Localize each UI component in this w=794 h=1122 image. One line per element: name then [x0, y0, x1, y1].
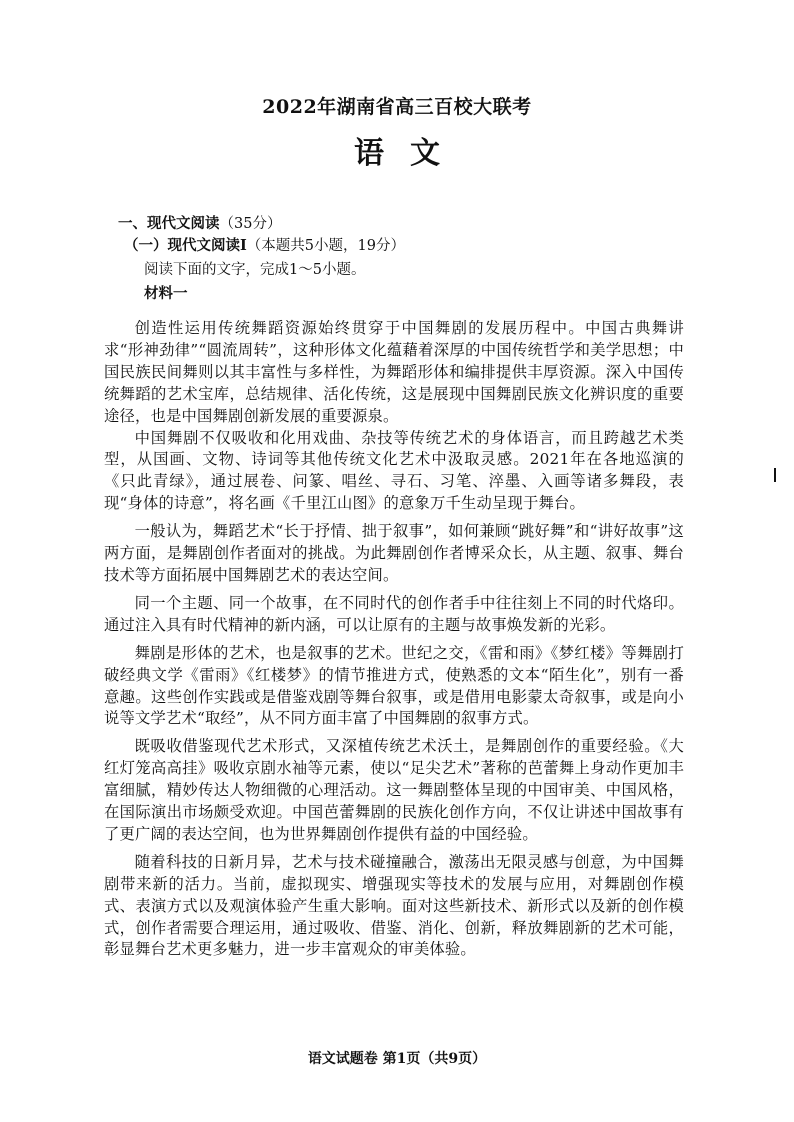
paragraph: 既吸收借鉴现代艺术形式，又深植传统艺术沃土，是舞剧创作的重要经验。《大红灯笼高高挂》吸收京剧水袖等元素，使以“足尖艺术”著称的芭蕾舞上身动作更加丰富细腻，精妙传达人物细微的心理活动。这一舞剧整体呈现的中国审美、中国风格，在国际演出市场颇受欢迎。中国芭蕾舞剧的民族化创作方向，不仅让讲述中国故事有了更广阔的表达空间，也为世界舞剧创作提供有益的中国经验。: [104, 737, 684, 843]
paragraph: 一般认为，舞蹈艺术“长于抒情、拙于叙事”，如何兼顾“跳好舞”和“讲好故事”这两方面，是舞剧创作者面对的挑战。为此舞剧创作者博采众长，从主题、叙事、舞台技术等方面拓展中国舞剧艺术的表达空间。: [104, 522, 684, 584]
section-label: 一、现代文阅读: [118, 215, 220, 232]
section-score: （35分）: [219, 216, 282, 232]
paragraph: 中国舞剧不仅吸收和化用戏曲、杂技等传统艺术的身体语言，而且跨越艺术类型，从国画、文物、诗词等其他传统文化艺术中汲取灵感。2021年在各地巡演的《只此青绿》，通过展卷、问篆、唱丝、寻石、习笔、淬墨、入画等诸多舞段，表现“身体的诗意”，将名画《千里江山图》的意象万千生动呈现于舞台。: [104, 428, 684, 513]
section-heading: [118, 214, 281, 234]
paragraph: 舞剧是形体的艺术，也是叙事的艺术。世纪之交，《雷和雨》《梦红楼》等舞剧打破经典文学《雷雨》《红楼梦》的情节推进方式，使熟悉的文本“陌生化”，别有一番意趣。这些创作实践或是借鉴戏剧等舞台叙事，或是借用电影蒙太奇叙事，或是向小说等文学艺术“取经”，从不同方面丰富了中国舞剧的叙事方式。: [104, 643, 684, 728]
margin-mark: [774, 468, 776, 482]
subject-title: 语文: [354, 136, 466, 171]
material-label: 材料一: [144, 285, 188, 302]
subsection-label: （一）现代文阅读Ⅰ: [124, 237, 247, 254]
subsection-heading: [124, 236, 405, 256]
article-body: [104, 318, 684, 961]
paragraph: 随着科技的日新月异，艺术与技术碰撞融合，激荡出无限灵感与创意，为中国舞剧带来新的活力。当前，虚拟现实、增强现实等技术的发展与应用，对舞剧创作模式、表演方式以及观演体验产生重大影响。面对这些新技术、新形式以及新的创作模式，创作者需要合理运用，通过吸收、借鉴、消化、创新，释放舞剧新的艺术可能，彰显舞台艺术更多魅力，进一步丰富观众的审美体验。: [104, 852, 684, 959]
paragraph: 创造性运用传统舞蹈资源始终贯穿于中国舞剧的发展历程中。中国古典舞讲求“形神劲律”“圆流周转”，这种形体文化蕴藉着深厚的中国传统哲学和美学思想；中国民族民间舞则以其丰富性与多样性，为舞蹈形体和编排提供丰厚资源。深入中国传统舞蹈的艺术宝库，总结规律、活化传统，这是展现中国舞剧民族文化辨识度的重要途径，也是中国舞剧创新发展的重要源泉。: [104, 319, 684, 425]
paragraph: 同一个主题、同一个故事，在不同时代的创作者手中往往刻上不同的时代烙印。通过注入具有时代精神的新内涵，可以让原有的主题与故事焕发新的光彩。: [104, 593, 684, 634]
instruction-text: 阅读下面的文字，完成1～5小题。: [144, 262, 366, 278]
exam-title: 2022年湖南省高三百校大联考: [262, 96, 532, 118]
subsection-note: （本题共5小题，19分）: [246, 238, 405, 254]
page-footer: 语文试题卷 第1页（共9页）: [307, 1051, 487, 1067]
